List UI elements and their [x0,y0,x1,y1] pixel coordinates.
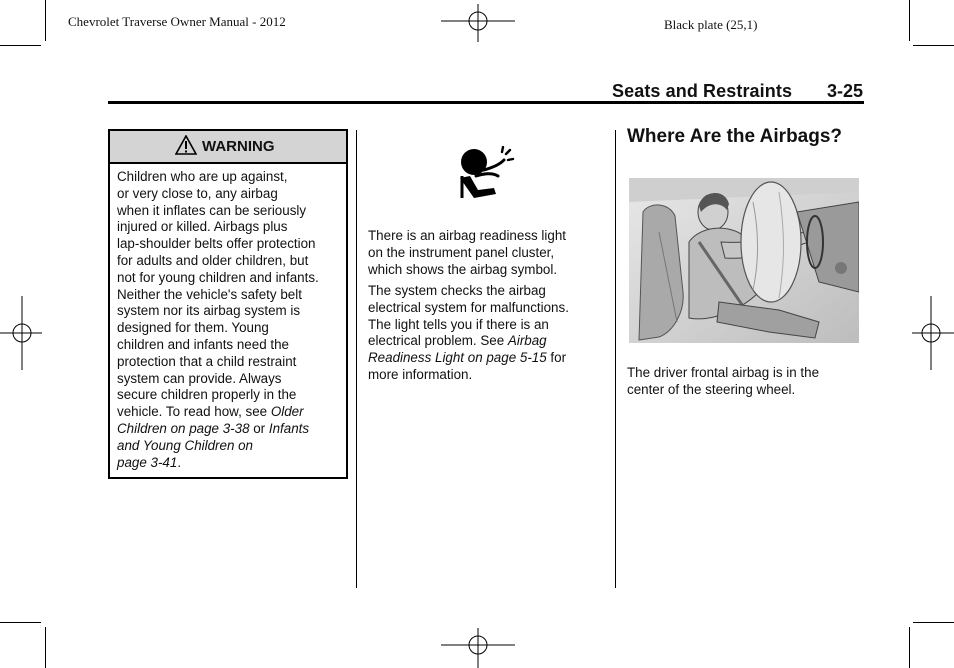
text-line: electrical system for malfunctions. [368,299,569,315]
crop-mark [909,627,910,668]
caption-line: The driver frontal airbag is in the [627,365,820,380]
warning-line [117,438,341,455]
warning-line: system can provide. Always [117,370,282,386]
cross-reference: Airbag [507,333,547,349]
warning-line: injured or killed. Airbags plus [117,219,288,235]
manual-title: Chevrolet Traverse Owner Manual - 2012 [68,14,286,29]
text-span: for [546,350,567,366]
warning-line: lap-shoulder belts offer protection [117,236,316,252]
warning-line: Neither the vehicle's safety belt [117,286,302,302]
cross-reference: page 3-41 [117,454,178,470]
text-line: There is an airbag readiness light [368,228,566,243]
caption-line: center of the steering wheel. [627,381,796,397]
text-line: The light tells you if there is an [368,316,549,332]
warning-line [117,404,341,421]
plate-label: Black plate (25,1) [664,17,758,32]
warning-line: when it inflates can be seriously [117,202,307,218]
text-line [368,350,594,367]
crop-mark [45,0,46,41]
warning-line: not for young children and infants. [117,269,319,285]
registration-mark-bottom [441,628,515,668]
cross-reference: Older [270,404,304,420]
column-divider [356,130,357,588]
warning-line: system nor its airbag system is [117,303,301,319]
crop-mark [913,622,954,623]
text-line: which shows the airbag symbol. [368,261,558,277]
crop-mark [0,622,41,623]
registration-mark-top [441,4,515,42]
warning-line: protection that a child restraint [117,353,297,369]
warning-line: for adults and older children, but [117,252,309,268]
warning-line: Children who are up against, [117,169,288,184]
warning-line [117,455,341,472]
warning-line [117,421,341,438]
warning-line: or very close to, any airbag [117,185,278,201]
text-span: electrical problem. See [368,333,508,349]
cross-reference: Infants [268,420,310,436]
airbag-readiness-icon [454,146,516,202]
warning-triangle-icon [175,135,197,155]
driver-airbag-illustration [629,172,859,347]
warning-title: WARNING [202,138,275,155]
crop-mark [45,627,46,668]
crop-mark [909,0,910,41]
cross-reference: Readiness Light on page 5-15 [368,350,547,366]
warning-line: children and infants need the [117,336,289,352]
warning-text-span: . [177,454,182,470]
text-line: The system checks the airbag [368,283,546,298]
crop-mark [913,45,954,46]
warning-line: designed for them. Young [117,320,269,336]
section-title: Seats and Restraints [612,81,793,101]
airbag-caption [627,365,857,399]
airbag-location-heading: Where Are the Airbags? [627,126,843,147]
header-rule [108,101,864,104]
readiness-light-paragraph [368,228,594,278]
text-line: on the instrument panel cluster, [368,244,555,260]
cross-reference: Children on page 3-38 [117,420,250,436]
warning-line: secure children properly in the [117,387,297,403]
cross-reference: and Young Children on [117,437,254,453]
warning-text [117,169,341,471]
page-number: 3-25 [827,81,864,101]
registration-mark-right [912,296,954,370]
registration-mark-left [0,296,42,370]
warning-text-span: vehicle. To read how, see [117,404,271,420]
system-check-paragraph [368,283,594,384]
text-line: more information. [368,366,473,382]
text-line [368,333,594,350]
warning-text-span: or [249,420,269,436]
crop-mark [0,45,41,46]
column-divider [615,130,616,588]
